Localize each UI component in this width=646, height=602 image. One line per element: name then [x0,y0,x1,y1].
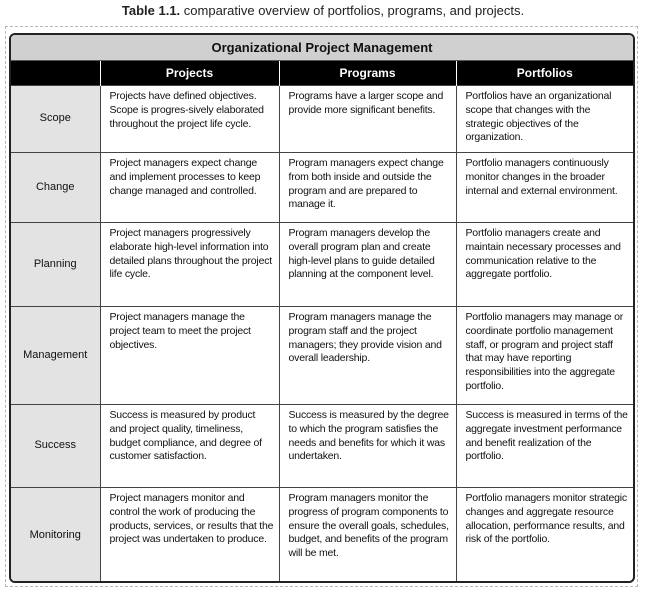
header-row [11,61,633,86]
table-cell: Program managers manage the program staff and the project managers; they provide vision and overall leadership. [279,307,456,405]
table-row [11,488,633,584]
row-header-management: Management [11,307,100,405]
table-title: Organizational Project Management [11,35,633,61]
caption-label: Table 1.1. [121,3,181,18]
table-row [11,223,633,307]
table-cell: Program managers expect change from both inside and outside the program and are prepared to manage it. [279,153,456,223]
caption-text: comparative overview of portfolios, programs, and projects. [180,3,525,18]
table-cell: Portfolio managers monitor strategic changes and aggregate resource allocation, performance results, and risk of the portfolio. [456,488,633,584]
table-cell: Program managers monitor the progress of program components to ensure the overall goals, schedules, budget, and benefits of the program will be met. [279,488,456,584]
row-header-monitoring: Monitoring [11,488,100,584]
row-header-change: Change [11,153,100,223]
row-header-success: Success [11,405,100,488]
table-frame [9,33,635,583]
column-header-programs: Programs [279,61,456,86]
header-corner [11,61,100,86]
table-row [11,405,633,488]
table-cell: Project managers manage the project team to meet the project objectives. [100,307,279,405]
table-cell: Portfolio managers create and maintain necessary processes and communication relative to the aggregate portfolio. [456,223,633,307]
row-header-scope: Scope [11,86,100,153]
table-row [11,307,633,405]
table-cell: Success is measured in terms of the aggregate investment performance and benefit realization of the portfolio. [456,405,633,488]
table-caption [0,3,646,18]
table-cell: Project managers monitor and control the work of producing the products, services, or results that the project was undertaken to produce. [100,488,279,584]
table-cell: Projects have defined objectives. Scope is progres-sively elaborated throughout the project life cycle. [100,86,279,153]
table-cell: Success is measured by product and project quality, timeliness, budget compliance, and degree of customer satisfaction. [100,405,279,488]
table-cell: Project managers progressively elaborate high-level information into detailed plans throughout the project life cycle. [100,223,279,307]
table-cell: Programs have a larger scope and provide more significant benefits. [279,86,456,153]
table-cell: Success is measured by the degree to which the program satisfies the needs and benefits for which it was undertaken. [279,405,456,488]
column-header-portfolios: Portfolios [456,61,633,86]
row-header-planning: Planning [11,223,100,307]
table-cell: Portfolio managers continuously monitor changes in the broader internal and external environment. [456,153,633,223]
column-header-projects: Projects [100,61,279,86]
table-cell: Portfolios have an organizational scope that changes with the strategic objectives of the organization. [456,86,633,153]
table-row [11,153,633,223]
table-cell: Portfolio managers may manage or coordinate portfolio management staff, or program and project staff that may have reporting responsibilities into the aggregate portfolio. [456,307,633,405]
table-cell: Program managers develop the overall program plan and create high-level plans to guide detailed planning at the component level. [279,223,456,307]
comparison-table [11,61,633,583]
table-cell: Project managers expect change and implement processes to keep change managed and controlled. [100,153,279,223]
table-row [11,86,633,153]
